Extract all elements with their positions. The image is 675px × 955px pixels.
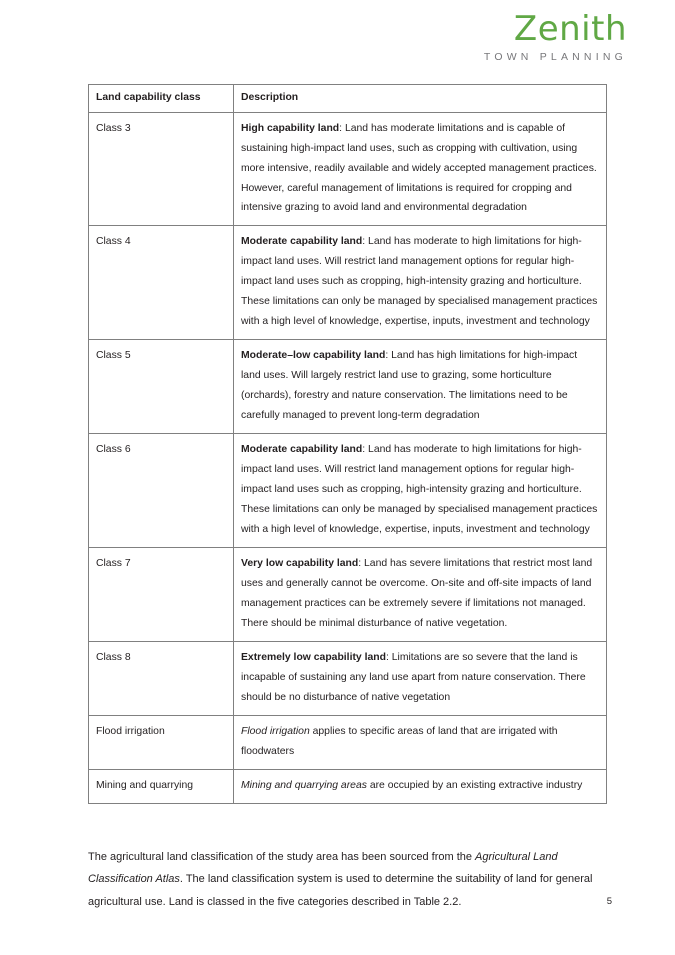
description-lead-term: Mining and quarrying areas bbox=[241, 779, 367, 791]
description-body-text: Land has severe limitations that restrict most land uses and generally cannot be overcome. On-site and off-site impacts of land management practices can be extremely severe if limitations not managed. There should be minimal disturbance of native vegetation. bbox=[241, 558, 593, 629]
description-separator: : bbox=[362, 236, 369, 248]
description-separator: : bbox=[385, 350, 392, 362]
paragraph-text-part1: The agricultural land classification of the study area has been sourced from the bbox=[88, 850, 476, 863]
body-paragraph bbox=[88, 846, 606, 914]
description-separator: : bbox=[339, 122, 345, 134]
description-lead-term: Moderate capability land bbox=[241, 444, 363, 456]
cell-description bbox=[234, 769, 607, 803]
cell-description bbox=[234, 340, 607, 434]
cell-land-capability-class: Class 8 bbox=[89, 641, 234, 715]
description-lead-term: Moderate capability land bbox=[241, 236, 363, 248]
description-body-text: Limitations are so severe that the land is incapable of sustaining any land use apart from nature conservation. There should be no disturbance of native vegetation bbox=[241, 651, 586, 703]
description-body-text: Land has high limitations for high-impact land uses. Will largely restrict land use to grazing, some horticulture (orchards), forestry and nature conservation. The limitations need to be carefully managed to prevent long-term degradation bbox=[241, 350, 578, 422]
page-number: 5 bbox=[606, 896, 612, 907]
cell-description bbox=[234, 641, 607, 715]
table-row bbox=[89, 434, 607, 548]
land-capability-table bbox=[88, 84, 607, 804]
paragraph-italic-atlas-title: Agricultural Land Classification Atlas bbox=[88, 850, 558, 886]
cell-description bbox=[234, 715, 607, 769]
description-lead-term: Moderate–low capability land bbox=[241, 350, 386, 362]
table-body bbox=[89, 112, 607, 803]
description-body-text: Land has moderate to high limitations for high-impact land uses. Will restrict land management options for regular high-impact land uses such as cropping, high-intensity grazing and horticulture. These limitations can only be managed by specialised management practices with a high level of knowledge, expertise, inputs, investment and technology bbox=[241, 444, 598, 536]
cell-land-capability-class: Class 6 bbox=[89, 434, 234, 548]
cell-description bbox=[234, 226, 607, 340]
company-logo bbox=[483, 9, 627, 63]
cell-description bbox=[234, 112, 607, 226]
description-body-text: applies to specific areas of land that are irrigated with floodwaters bbox=[241, 725, 558, 757]
table-header-row bbox=[89, 85, 607, 113]
table-row bbox=[89, 226, 607, 340]
cell-land-capability-class: Mining and quarrying bbox=[89, 769, 234, 803]
description-lead-term: Flood irrigation bbox=[241, 725, 310, 737]
page-content bbox=[88, 84, 606, 924]
table-row bbox=[89, 548, 607, 642]
description-separator: : bbox=[385, 651, 392, 663]
column-header-land-capability-class: Land capability class bbox=[89, 85, 234, 113]
cell-land-capability-class: Class 4 bbox=[89, 226, 234, 340]
logo-tagline: TOWN PLANNING bbox=[483, 51, 627, 63]
description-separator: : bbox=[358, 558, 365, 570]
description-separator: : bbox=[362, 444, 369, 456]
description-body-text: Land has moderate to high limitations for high-impact land uses. Will restrict land management options for regular high-impact land uses such as cropping, high-intensity grazing and horticulture. These limitations can only be managed by specialised management practices with a high level of knowledge, expertise, inputs, investment and technology bbox=[241, 236, 598, 328]
logo-wordmark: Zenith bbox=[513, 9, 627, 49]
table-row bbox=[89, 112, 607, 226]
description-lead-term: Extremely low capability land bbox=[241, 651, 386, 663]
cell-description bbox=[234, 434, 607, 548]
description-body-text: are occupied by an existing extractive industry bbox=[369, 779, 583, 791]
table-row bbox=[89, 641, 607, 715]
description-lead-term: Very low capability land bbox=[241, 558, 359, 570]
cell-land-capability-class: Class 7 bbox=[89, 548, 234, 642]
cell-land-capability-class: Flood irrigation bbox=[89, 715, 234, 769]
description-body-text: Land has moderate limitations and is capable of sustaining high-impact land uses, such as cropping with cultivation, using more intensive, readily available and widely accepted management practices. However, careful management of limitations is required for cropping and intensive grazing to avoid land and environmental degradation bbox=[241, 122, 597, 214]
column-header-description: Description bbox=[234, 85, 607, 113]
table-row bbox=[89, 715, 607, 769]
paragraph-text-part2: . The land classification system is used to determine the suitability of land for general agricultural use. Land is classed in the five categories described in Table 2.2. bbox=[88, 873, 593, 908]
cell-land-capability-class: Class 5 bbox=[89, 340, 234, 434]
description-lead-term: High capability land bbox=[241, 122, 340, 134]
table-row bbox=[89, 340, 607, 434]
cell-description bbox=[234, 548, 607, 642]
cell-land-capability-class: Class 3 bbox=[89, 112, 234, 226]
table-row bbox=[89, 769, 607, 803]
